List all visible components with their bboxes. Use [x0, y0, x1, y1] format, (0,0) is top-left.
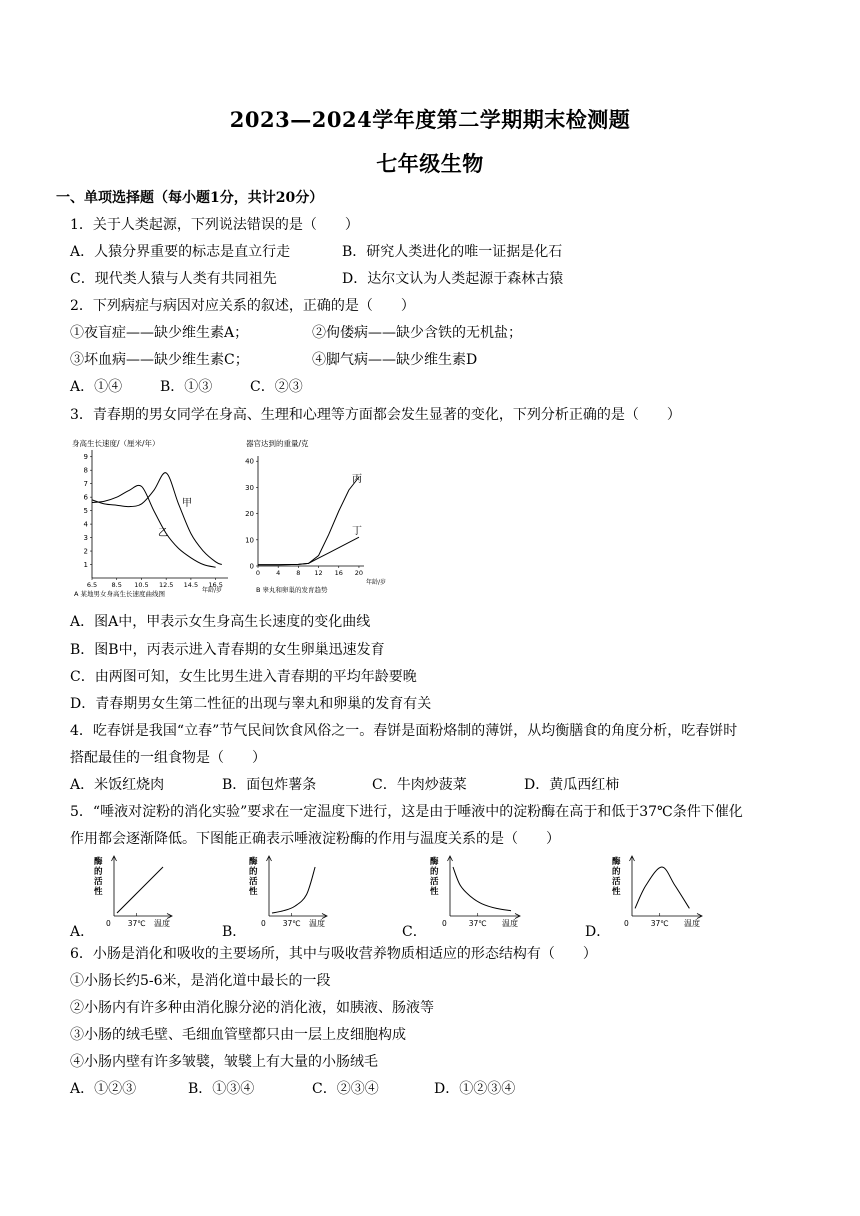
chart-a-ytick-label: 9 — [83, 453, 88, 462]
chart-b-xtick-label: 0 — [255, 569, 261, 577]
q1-option-b: B．研究人类进化的唯一证据是化石 — [342, 244, 563, 260]
enzyme-ylabel-char: 的 — [612, 867, 621, 877]
chart-b-ytick-label: 40 — [245, 457, 254, 466]
q5-option-a: A． — [70, 924, 95, 940]
enzyme-ylabel-char: 酶 — [249, 857, 258, 867]
enzyme-ylabel-char: 酶 — [430, 857, 439, 867]
q4-option-a: A．米饭红烧肉 — [70, 777, 165, 793]
chart-b-xtick-label: 12 — [314, 569, 323, 577]
chart-b-label-bing: 丙 — [352, 474, 362, 485]
chart-a-xtick-label: 10.5 — [134, 581, 149, 589]
section-heading: 一、单项选择题（每小题1分，共计20分） — [56, 190, 324, 206]
q1-stem: 1．关于人类起源，下列说法错误的是（ ） — [70, 217, 359, 233]
chart-a-ytick-label: 5 — [83, 507, 88, 516]
q1-option-a: A．人猿分界重要的标志是直立行走 — [70, 244, 291, 260]
q4-option-d: D．黄瓜西红柿 — [524, 777, 620, 793]
chart-b-xtick-label: 20 — [354, 569, 364, 577]
enzyme-activity-curve — [453, 867, 511, 911]
q2-option-c: C．②③ — [250, 379, 303, 395]
enzyme-ylabel-char: 的 — [430, 867, 439, 877]
q3-option-c: C．由两图可知，女生比男生进入青春期的平均年龄要晚 — [70, 669, 417, 685]
q5-option-d: D． — [585, 924, 611, 940]
chart-b-organ-weight — [238, 438, 388, 598]
q4-stem-line1: 4．吃春饼是我国“立春”节气民间饮食风俗之一。春饼是面粉烙制的薄饼，从均衡膳食的角度分析，吃春饼时 — [70, 723, 738, 739]
q4-option-b: B．面包炸薯条 — [222, 777, 317, 793]
q5-chart-b — [243, 850, 353, 936]
chart-b-title: B 睾丸和卵巢的发育趋势 — [256, 586, 328, 594]
chart-a-ytick-label: 3 — [83, 534, 88, 543]
chart-b-xtick-label: 8 — [296, 569, 301, 577]
q5-chart-a — [88, 850, 198, 936]
chart-a-xtick-label: 16.5 — [208, 581, 223, 589]
chart-a-ytick-label: 7 — [83, 480, 88, 489]
enzyme-activity-curve — [272, 867, 315, 913]
chart-a-xtick-label: 14.5 — [183, 581, 199, 589]
enzyme-ylabel-char: 酶 — [612, 857, 621, 867]
enzyme-ylabel-char: 活 — [249, 877, 258, 887]
chart-a-ylabel: 身高生长速度/（厘米/年） — [72, 439, 160, 448]
chart-a-xtick-label: 8.5 — [111, 581, 122, 589]
chart-b-xtick-label: 16 — [334, 569, 343, 577]
enzyme-ylabel-char: 活 — [94, 877, 103, 887]
q3-option-d: D．青春期男女生第二性征的出现与睾丸和卵巢的发育有关 — [70, 696, 432, 712]
chart-a-xtick-label: 6.5 — [86, 581, 98, 589]
chart-b-series-bing — [258, 477, 359, 565]
chart-a-ytick-label: 2 — [83, 547, 88, 556]
chart-a-label-jia: 甲 — [182, 498, 192, 509]
chart-b-ytick-label: 10 — [245, 536, 254, 545]
enzyme-xlabel: 温度 — [309, 919, 325, 928]
q6-item-1: ①小肠长约5-6米，是消化道中最长的一段 — [70, 973, 331, 989]
q6-stem: 6．小肠是消化和吸收的主要场所，其中与吸收营养物质相适应的形态结构有（ ） — [70, 946, 597, 962]
q5-option-b: B． — [222, 924, 247, 940]
chart-a-ytick-label: 4 — [83, 520, 88, 529]
q5-chart-d — [606, 850, 728, 936]
chart-a-title: A 某地男女身高生长速度曲线图 — [74, 590, 166, 598]
enzyme-xtick-zero: 0 — [261, 919, 266, 928]
q6-option-d: D．①②③④ — [434, 1081, 516, 1097]
enzyme-ylabel-char: 酶 — [94, 857, 103, 867]
enzyme-xtick-37: 37℃ — [650, 919, 669, 928]
chart-b-ytick-label: 20 — [245, 510, 254, 519]
chart-b-xlabel: 年龄/岁 — [366, 579, 387, 586]
enzyme-xtick-37: 37℃ — [468, 919, 487, 928]
enzyme-ylabel-char: 活 — [430, 877, 439, 887]
enzyme-xtick-zero: 0 — [624, 919, 629, 928]
enzyme-xlabel: 温度 — [502, 919, 518, 928]
q6-option-b: B．①③④ — [188, 1081, 255, 1097]
enzyme-xlabel: 温度 — [684, 919, 700, 928]
q6-item-2: ②小肠内有许多种由消化腺分泌的消化液，如胰液、肠液等 — [70, 1000, 434, 1016]
enzyme-ylabel-char: 性 — [94, 887, 103, 897]
q2-option-a: A．①④ — [70, 379, 123, 395]
enzyme-xlabel: 温度 — [154, 919, 170, 928]
q2-option-b: B．①③ — [160, 379, 213, 395]
q3-stem: 3．青春期的男女同学在身高、生理和心理等方面都会发生显著的变化，下列分析正确的是（ ） — [70, 407, 681, 423]
chart-a-height-growth — [70, 438, 235, 598]
chart-b-ytick-label: 0 — [249, 562, 254, 571]
chart-a-xlabel: 年龄/岁 — [202, 587, 223, 594]
chart-b-xtick-label: 4 — [276, 569, 281, 577]
q2-item-4: ④脚气病——缺少维生素D — [312, 352, 478, 368]
enzyme-ylabel-char: 的 — [94, 867, 103, 877]
q6-option-c: C．②③④ — [312, 1081, 379, 1097]
enzyme-ylabel-char: 性 — [249, 887, 258, 897]
enzyme-xtick-37: 37℃ — [282, 919, 301, 928]
chart-b-label-ding: 丁 — [352, 526, 362, 537]
enzyme-ylabel-char: 的 — [249, 867, 258, 877]
q5-option-c: C． — [402, 924, 427, 940]
enzyme-xtick-zero: 0 — [442, 919, 447, 928]
q4-option-c: C．牛肉炒菠菜 — [372, 777, 467, 793]
q2-item-2: ②佝偻病——缺少含铁的无机盐； — [312, 325, 522, 341]
q6-option-a: A．①②③ — [70, 1081, 137, 1097]
chart-a-series-jia — [92, 473, 222, 565]
chart-a-ytick-label: 6 — [83, 493, 88, 502]
enzyme-xtick-zero: 0 — [106, 919, 111, 928]
q2-stem: 2．下列病症与病因对应关系的叙述，正确的是（ ） — [70, 298, 415, 314]
chart-b-ylabel: 器官达到的重量/克 — [246, 439, 309, 448]
q6-item-3: ③小肠的绒毛壁、毛细血管壁都只由一层上皮细胞构成 — [70, 1027, 406, 1043]
enzyme-ylabel-char: 活 — [612, 877, 621, 887]
q1-option-c: C．现代类人猿与人类有共同祖先 — [70, 271, 277, 287]
enzyme-xtick-37: 37℃ — [127, 919, 146, 928]
chart-a-series-yi — [92, 485, 216, 567]
q2-item-1: ①夜盲症——缺少维生素A； — [70, 325, 249, 341]
chart-a-ytick-label: 8 — [83, 466, 88, 475]
q5-stem-line1: 5．“唾液对淀粉的消化实验”要求在一定温度下进行，这是由于唾液中的淀粉酶在高于和低于37℃条件下催化 — [70, 804, 743, 820]
enzyme-activity-curve — [117, 867, 163, 913]
q3-option-a: A．图A中，甲表示女生身高生长速度的变化曲线 — [70, 614, 371, 630]
page-title: 2023—2024学年度第二学期期末检测题 — [229, 107, 631, 132]
chart-a-xtick-label: 12.5 — [158, 581, 174, 589]
chart-a-label-yi: 乙 — [158, 528, 168, 539]
enzyme-ylabel-char: 性 — [612, 887, 621, 897]
chart-a-ytick-label: 1 — [83, 561, 88, 570]
chart-b-series-ding — [258, 537, 359, 565]
q5-stem-line2: 作用都会逐渐降低。下图能正确表示唾液淀粉酶的作用与温度关系的是（ ） — [70, 831, 560, 847]
q6-item-4: ④小肠内壁有许多皱襞，皱襞上有大量的小肠绒毛 — [70, 1054, 378, 1070]
q2-item-3: ③坏血病——缺少维生素C； — [70, 352, 249, 368]
enzyme-ylabel-char: 性 — [430, 887, 439, 897]
q3-option-b: B．图B中，丙表示进入青春期的女生卵巢迅速发育 — [70, 642, 385, 658]
chart-b-ytick-label: 30 — [245, 483, 254, 492]
q4-stem-line2: 搭配最佳的一组食物是（ ） — [70, 750, 266, 766]
enzyme-activity-curve — [635, 867, 689, 908]
page-subtitle: 七年级生物 — [376, 151, 484, 176]
q5-chart-c — [424, 850, 546, 936]
q1-option-d: D．达尔文认为人类起源于森林古猿 — [342, 271, 564, 287]
